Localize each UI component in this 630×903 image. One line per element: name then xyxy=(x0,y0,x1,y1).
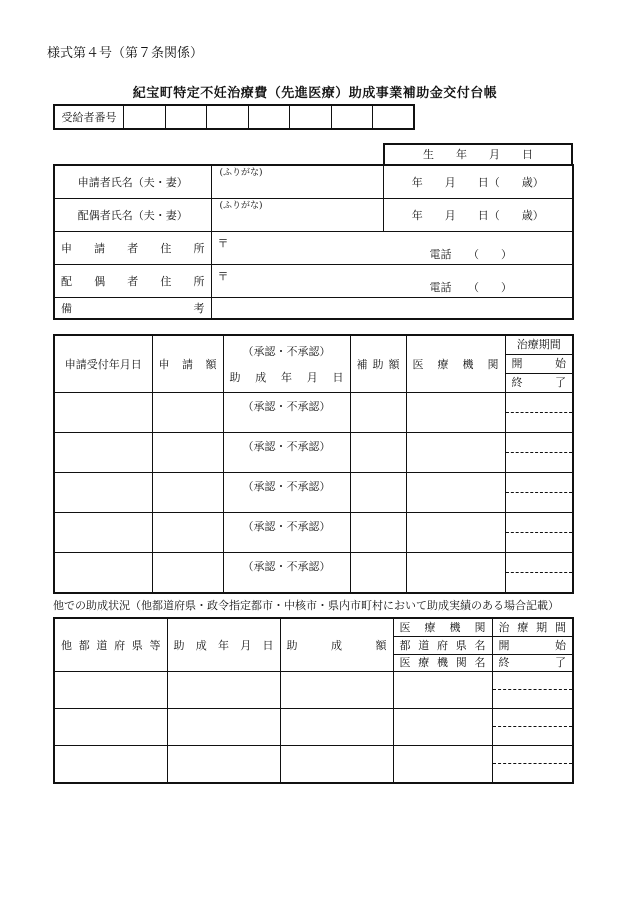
end-label: 終了 xyxy=(506,373,573,392)
recipient-number-label: 受給者番号 xyxy=(54,105,124,129)
form-number: 様式第４号（第７条関係） xyxy=(47,46,204,61)
applicant-name-label: 申請者氏名（夫・妻） xyxy=(54,165,211,198)
table-row xyxy=(54,553,573,594)
applicant-address-field[interactable] xyxy=(211,231,573,264)
table-row xyxy=(54,709,573,746)
applicant-table xyxy=(53,164,574,320)
start-label: 開始 xyxy=(493,636,573,654)
subsidy-amount-cell[interactable] xyxy=(350,553,406,594)
table-row xyxy=(54,473,573,513)
institution-header xyxy=(393,618,492,672)
birth-header-label: 生 年 月 日 xyxy=(423,148,533,161)
other-grants-table xyxy=(53,617,574,784)
institution-cell[interactable] xyxy=(393,709,492,746)
approval-grant-date-header xyxy=(223,335,350,393)
grant-date-header: 助成年月日 xyxy=(229,371,344,384)
institution-cell[interactable] xyxy=(406,433,505,473)
subsidy-amount-cell[interactable] xyxy=(350,513,406,553)
approval-cell[interactable]: （承認・不承認） xyxy=(223,473,350,513)
grant-date-header: 助成年月日 xyxy=(167,618,280,672)
amount-cell[interactable] xyxy=(152,473,223,513)
receipt-date-cell[interactable] xyxy=(54,393,152,433)
approval-cell[interactable]: （承認・不承認） xyxy=(223,393,350,433)
recipient-number-box[interactable] xyxy=(373,105,415,129)
phone-label: 電話 （ ） xyxy=(429,247,512,261)
amount-header: 申請額 xyxy=(152,335,223,393)
period-cell[interactable] xyxy=(492,746,573,784)
spouse-address-label: 配偶者住所 xyxy=(54,264,211,297)
receipt-date-cell[interactable] xyxy=(54,513,152,553)
receipt-date-header: 申請受付年月日 xyxy=(54,335,152,393)
amount-cell[interactable] xyxy=(152,393,223,433)
approval-cell[interactable]: （承認・不承認） xyxy=(223,433,350,473)
subsidy-amount-cell[interactable] xyxy=(350,473,406,513)
amount-cell[interactable] xyxy=(152,513,223,553)
recipient-number-box[interactable] xyxy=(290,105,332,129)
institution-label: 医療機関 xyxy=(399,621,486,634)
recipient-number-box[interactable] xyxy=(248,105,290,129)
postal-mark: 〒 xyxy=(217,236,229,250)
recipient-number-box[interactable] xyxy=(331,105,373,129)
receipt-date-cell[interactable] xyxy=(54,473,152,513)
recipient-number-box[interactable] xyxy=(124,105,166,129)
period-header xyxy=(505,335,573,393)
furigana-label: (ふりがな) xyxy=(219,168,263,179)
grant-date-cell[interactable] xyxy=(167,709,280,746)
institution-cell[interactable] xyxy=(406,553,505,594)
spouse-address-field[interactable] xyxy=(211,264,573,297)
table-row xyxy=(54,393,573,433)
postal-mark: 〒 xyxy=(217,269,229,283)
period-header xyxy=(492,618,573,672)
grant-amount-cell[interactable] xyxy=(280,672,393,709)
institution-header: 医療機関 xyxy=(406,335,505,393)
period-cell[interactable] xyxy=(505,513,573,553)
subsidy-amount-cell[interactable] xyxy=(350,393,406,433)
period-cell[interactable] xyxy=(505,473,573,513)
approval-cell[interactable]: （承認・不承認） xyxy=(223,513,350,553)
spouse-name-label: 配偶者氏名（夫・妻） xyxy=(54,198,211,231)
institution-cell[interactable] xyxy=(393,672,492,709)
page-title: 紀宝町特定不妊治療費（先進医療）助成事業補助金交付台帳 xyxy=(132,86,498,101)
grant-date-cell[interactable] xyxy=(167,746,280,784)
remarks-field[interactable] xyxy=(211,297,573,319)
spouse-birth-field[interactable]: 年 月 日（ 歳） xyxy=(383,198,573,231)
amount-cell[interactable] xyxy=(152,433,223,473)
birth-header xyxy=(383,143,573,164)
period-cell[interactable] xyxy=(505,553,573,594)
prefecture-cell[interactable] xyxy=(54,746,167,784)
prefecture-cell[interactable] xyxy=(54,672,167,709)
spouse-name-field[interactable] xyxy=(211,198,383,231)
approval-header: （承認・不承認） xyxy=(242,345,331,358)
grant-date-cell[interactable] xyxy=(167,672,280,709)
applicant-name-field[interactable] xyxy=(211,165,383,198)
period-cell[interactable] xyxy=(505,433,573,473)
table-row xyxy=(54,672,573,709)
prefecture-name-label: 都道府県名 xyxy=(394,636,492,654)
grant-amount-cell[interactable] xyxy=(280,746,393,784)
furigana-label: (ふりがな) xyxy=(219,201,263,211)
table-row xyxy=(54,746,573,784)
phone-label: 電話 （ ） xyxy=(429,280,512,294)
approval-cell[interactable]: （承認・不承認） xyxy=(223,553,350,594)
period-label: 治療期間 xyxy=(498,621,566,634)
prefecture-cell[interactable] xyxy=(54,709,167,746)
receipt-date-cell[interactable] xyxy=(54,433,152,473)
applicant-birth-field[interactable]: 年 月 日（ 歳） xyxy=(383,165,573,198)
grant-amount-cell[interactable] xyxy=(280,709,393,746)
institution-cell[interactable] xyxy=(406,393,505,433)
other-grants-caption: 他での助成状況（他都道府県・政令指定都市・中核市・県内市町村において助成実績のある場合記載） xyxy=(53,599,559,612)
applicant-address-label: 申請者住所 xyxy=(54,231,211,264)
subsidy-amount-cell[interactable] xyxy=(350,433,406,473)
table-row xyxy=(54,513,573,553)
period-cell[interactable] xyxy=(492,672,573,709)
subsidy-amount-header: 補助額 xyxy=(350,335,406,393)
grant-amount-header: 助成額 xyxy=(280,618,393,672)
period-label: 治療期間 xyxy=(516,338,561,351)
recipient-number-table xyxy=(53,104,415,130)
recipient-number-box[interactable] xyxy=(165,105,207,129)
institution-cell[interactable] xyxy=(393,746,492,784)
institution-name-label: 医療機関名 xyxy=(394,654,492,671)
receipt-date-cell[interactable] xyxy=(54,553,152,594)
end-label: 終了 xyxy=(493,654,573,671)
period-cell[interactable] xyxy=(492,709,573,746)
period-cell[interactable] xyxy=(505,393,573,433)
recipient-number-box[interactable] xyxy=(207,105,249,129)
start-label: 開始 xyxy=(506,354,573,373)
prefecture-header: 他都道府県等 xyxy=(54,618,167,672)
institution-cell[interactable] xyxy=(406,513,505,553)
amount-cell[interactable] xyxy=(152,553,223,594)
remarks-label: 備考 xyxy=(54,297,211,319)
institution-cell[interactable] xyxy=(406,473,505,513)
grant-table xyxy=(53,334,574,594)
table-row xyxy=(54,433,573,473)
